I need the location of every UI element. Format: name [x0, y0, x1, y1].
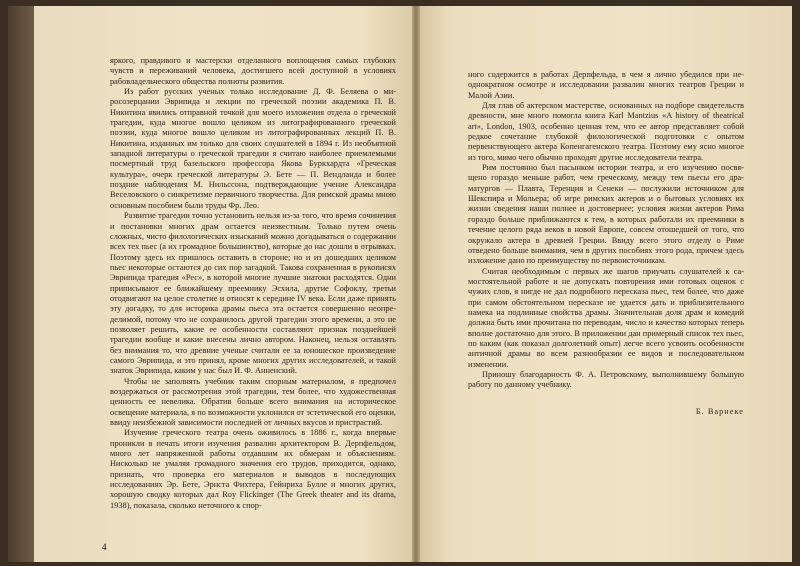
book-spread [8, 6, 792, 562]
right-paragraph-1: ного содержится в работах Дерпфельда, в чем я лично убедился при неоднократном осмотре и исследовании развалин многих театров Греции и Малой Азии. [468, 70, 744, 100]
author-signature: Б. Варнеке [695, 406, 744, 416]
left-paragraph-1: яркого, правдивого и мастерски отделанного воплощения самых глубоких чувств и переживаний человека, достигшего всей доступной в условиях рабовладельческого общества полноты развития. [110, 56, 396, 86]
left-paragraph-4: Чтобы не заполнять учебник таким спорным материалом, я предпочел воздержаться от рассмотрения этой трагедии, тем более, что художественная ценность ее невелика. Обратив больше всего внимания на историческое освещение материала, я по возможности уклонился от эстетической его оценки, ввиду неизбежной зависимости последней от личных вкусов и пристрастий. [110, 376, 396, 428]
right-paragraph-2: Для глав об актерском мастерстве, основанных на подборе свидетельств древности, мне много помогла книга Karl Mantzius «A history of theatrical art», London, 1903, особенно ценная тем, что ее автор представляет собой редкое сочетание глубокой филологической подготовки с опытом первенствующего актера Копенгагенского театра. Поэтому ему ясно многое из того, мимо чего обычно проходят другие исследователи театра. [468, 101, 744, 162]
left-paragraph-2: Из работ русских ученых только исследование Д. Ф. Беляева о миросозерцании Эврипида и лекции по греческой поэзии академика П. В. Никитина явились отправной точкой для моего изложения отдела о греческой трагедии, куда многое вошло целиком из литографированного греческой поэзии, куда многое вошло целиком из литографированных лекций П. В. Никитина, изданных им только для своих слушателей в 1894 г. Из необъятной западной литературы о греческой трагедии я считаю наиболее приемлемыми посмертный труд базельского профессора Якова Буркхардта «Греческая культура», очерк греческой литературы Э. Бете — П. Вендланда и более поздние наблюдения М. Нильссона, подтверждающие учение Александра Веселовского о синкретизме первичного творчества. Для римской драмы мною основным пособием были труды Фр. Лео. [110, 87, 396, 210]
book-cover-edge [8, 6, 34, 562]
right-paragraph-4: Считая необходимым с первых же шагов приучать слушателей к самостоятельной работе и не допускать повторения ими готовых оценок с чужих слов, я нигде не дал подробного пересказа пьес, тем более, что даже при самом обстоятельном пересказе не удается дать и приблизительного намека на подлинные свойства драмы. Значительная доля драм и комедий должна быть ими прочитана по переводам, число и качество которых теперь вполне достаточно для этого. В приложении дан примерный список тех пьес, по каким (как показал долголетний опыт) легче всего усвоить особенности античной драмы во всем разнообразии ее видов и последовательном изменении. [468, 266, 744, 369]
right-paragraph-5: Приношу благодарность Ф. А. Петровскому, выполнившему большую работу по данному учебнику. [468, 369, 744, 390]
right-page [416, 6, 792, 562]
left-paragraph-3: Развитие трагедии точно установить нельзя из-за того, что время сочинения и постановки многих драм остается неизвестным. Только путем очень сложных, чисто филологических изысканий можно догадываться о содержании всех тех пьес (а их громадное большинство), которые до нас дошли в отрывках. Поэтому здесь их пришлось оставить в стороне; но и из дошедших целиком пьес некоторые остаются до сих пор загадкой. Такова сохраненная в рукописях Эврипида трагедия «Рес», в которой многие лучшие знатоки расходятся. Одни приписывают ее ближайшему преемнику Эсхила, другие Софоклу, третьи отодвигают на целое столетие и относят к середине IV века. Если даже принять эту догадку, то для историка драмы пьеса эта остается совершенно неопределимой, потому что не сохранилось другой трагедии этого времени, а это не позволяет решить, какие ее особенности составляют признак позднейшей трагедии вообще и какие внесены лично автором. Наконец, нельзя оставлять без внимания то, что древние ученые считали ее за юношеское произведение самого Эврипида, и это принял, кроме многих других исследователей, и такой знаток Эврипида, каким у нас был И. Ф. Анненский. [110, 211, 396, 376]
page-number: 4 [102, 542, 107, 552]
right-paragraph-3: Рим постоянно был пасынком истории театра, и его изучению посвящено гораздо меньше работ, чем греческому, между тем пьесы его драматургов — Плавта, Теренция и Сенеки — послужили источником для Шекспира и Мольера; об игре римских актеров и о бытовых условиях их жизни сведения наши полнее и достовернее; условия жизни актеров Рима гораздо больше приближаются к тем, в которых работали их преемники в течение целого ряда веков в новой Европе, совсем отошедшей от того, что окружало актера в древней Греции. Ввиду всего этого отделу о Риме отведено больше внимания, чем в других пособиях этого рода, причем здесь изложение дано по преимуществу по первоисточникам. [468, 163, 744, 266]
left-paragraph-5: Изучение греческого театра очень оживилось в 1886 г., когда впервые проникли в печать итоги изучения развалин архитектором В. Дерпфельдом, много лет напряженной работы отдавшим их обмерам и объяснениям. Нисколько не умаляя громадного значения его трудов, приходится, однако, признать, что проверка его материалов и выводов в последующих исследованиях Эр. Бете, Эрнста Фихтера, Гейнриха Булле и многих других, хорошую сводку которых дал Roy Flickinger (The Greek theater and its drama, 1938), показала, сколько неточного к спор- [110, 428, 396, 510]
left-page [34, 6, 416, 562]
book-gutter [412, 6, 420, 562]
